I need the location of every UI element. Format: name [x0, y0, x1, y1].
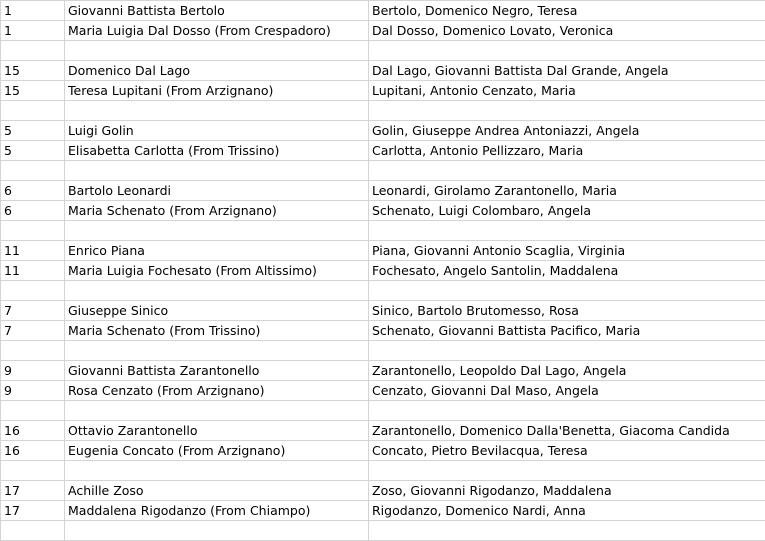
table-row — [1, 181, 765, 201]
name-cell[interactable]: Enrico Piana — [65, 241, 369, 261]
name-cell[interactable]: Rosa Cenzato (From Arzignano) — [65, 381, 369, 401]
parents-cell[interactable] — [369, 41, 765, 61]
name-cell[interactable]: Achille Zoso — [65, 481, 369, 501]
table-row — [1, 201, 765, 221]
num-cell[interactable]: 5 — [1, 121, 65, 141]
num-cell[interactable]: 9 — [1, 361, 65, 381]
name-cell[interactable]: Ottavio Zarantonello — [65, 421, 369, 441]
name-cell[interactable]: Maria Luigia Fochesato (From Altissimo) — [65, 261, 369, 281]
parents-cell[interactable] — [369, 281, 765, 301]
parents-cell[interactable]: Dal Dosso, Domenico Lovato, Veronica — [369, 21, 765, 41]
num-cell[interactable] — [1, 101, 65, 121]
num-cell[interactable]: 1 — [1, 1, 65, 21]
table-row — [1, 321, 765, 341]
name-cell[interactable]: Domenico Dal Lago — [65, 61, 369, 81]
parents-cell[interactable]: Piana, Giovanni Antonio Scaglia, Virginia — [369, 241, 765, 261]
name-cell[interactable] — [65, 281, 369, 301]
table-row — [1, 401, 765, 421]
table-row — [1, 241, 765, 261]
table-row — [1, 481, 765, 501]
name-cell[interactable]: Giovanni Battista Zarantonello — [65, 361, 369, 381]
table-row — [1, 441, 765, 461]
parents-cell[interactable]: Leonardi, Girolamo Zarantonello, Maria — [369, 181, 765, 201]
name-cell[interactable] — [65, 341, 369, 361]
parents-cell[interactable]: Schenato, Luigi Colombaro, Angela — [369, 201, 765, 221]
table-row — [1, 521, 765, 541]
table-row — [1, 81, 765, 101]
name-cell[interactable]: Luigi Golin — [65, 121, 369, 141]
name-cell[interactable] — [65, 401, 369, 421]
table-row — [1, 421, 765, 441]
name-cell[interactable] — [65, 101, 369, 121]
parents-cell[interactable]: Sinico, Bartolo Brutomesso, Rosa — [369, 301, 765, 321]
table-row — [1, 221, 765, 241]
num-cell[interactable]: 6 — [1, 201, 65, 221]
name-cell[interactable] — [65, 521, 369, 541]
num-cell[interactable]: 15 — [1, 61, 65, 81]
table-row — [1, 341, 765, 361]
table-row — [1, 461, 765, 481]
num-cell[interactable] — [1, 521, 65, 541]
table-row — [1, 41, 765, 61]
num-cell[interactable]: 16 — [1, 441, 65, 461]
table-row — [1, 121, 765, 141]
table-row — [1, 281, 765, 301]
num-cell[interactable] — [1, 341, 65, 361]
num-cell[interactable]: 16 — [1, 421, 65, 441]
parents-cell[interactable]: Dal Lago, Giovanni Battista Dal Grande, Angela — [369, 61, 765, 81]
parents-cell[interactable] — [369, 401, 765, 421]
num-cell[interactable]: 5 — [1, 141, 65, 161]
num-cell[interactable]: 9 — [1, 381, 65, 401]
parents-cell[interactable] — [369, 101, 765, 121]
num-cell[interactable]: 17 — [1, 481, 65, 501]
parents-cell[interactable]: Fochesato, Angelo Santolin, Maddalena — [369, 261, 765, 281]
num-cell[interactable]: 15 — [1, 81, 65, 101]
table-row — [1, 261, 765, 281]
num-cell[interactable] — [1, 401, 65, 421]
num-cell[interactable]: 7 — [1, 301, 65, 321]
num-cell[interactable]: 7 — [1, 321, 65, 341]
table-row — [1, 141, 765, 161]
parents-cell[interactable] — [369, 461, 765, 481]
parents-cell[interactable]: Concato, Pietro Bevilacqua, Teresa — [369, 441, 765, 461]
name-cell[interactable]: Bartolo Leonardi — [65, 181, 369, 201]
table-row — [1, 21, 765, 41]
parents-cell[interactable]: Rigodanzo, Domenico Nardi, Anna — [369, 501, 765, 521]
name-cell[interactable] — [65, 221, 369, 241]
table-row — [1, 361, 765, 381]
num-cell[interactable] — [1, 221, 65, 241]
parents-cell[interactable] — [369, 341, 765, 361]
num-cell[interactable]: 11 — [1, 261, 65, 281]
num-cell[interactable]: 1 — [1, 21, 65, 41]
table-row — [1, 1, 765, 21]
name-cell[interactable]: Maddalena Rigodanzo (From Chiampo) — [65, 501, 369, 521]
parents-cell[interactable]: Cenzato, Giovanni Dal Maso, Angela — [369, 381, 765, 401]
num-cell[interactable] — [1, 281, 65, 301]
parents-cell[interactable]: Zarantonello, Domenico Dalla'Benetta, Giacoma Candida — [369, 421, 765, 441]
name-cell[interactable]: Giovanni Battista Bertolo — [65, 1, 369, 21]
table-row — [1, 61, 765, 81]
table-row — [1, 301, 765, 321]
parents-cell[interactable]: Carlotta, Antonio Pellizzaro, Maria — [369, 141, 765, 161]
parents-cell[interactable]: Golin, Giuseppe Andrea Antoniazzi, Angela — [369, 121, 765, 141]
parents-cell[interactable]: Zarantonello, Leopoldo Dal Lago, Angela — [369, 361, 765, 381]
name-cell[interactable]: Maria Schenato (From Arzignano) — [65, 201, 369, 221]
table-row — [1, 381, 765, 401]
parents-cell[interactable] — [369, 161, 765, 181]
parents-cell[interactable]: Lupitani, Antonio Cenzato, Maria — [369, 81, 765, 101]
parents-cell[interactable]: Bertolo, Domenico Negro, Teresa — [369, 1, 765, 21]
num-cell[interactable] — [1, 461, 65, 481]
name-cell[interactable]: Maria Luigia Dal Dosso (From Crespadoro) — [65, 21, 369, 41]
spreadsheet-body — [1, 1, 765, 541]
num-cell[interactable]: 17 — [1, 501, 65, 521]
name-cell[interactable]: Teresa Lupitani (From Arzignano) — [65, 81, 369, 101]
name-cell[interactable] — [65, 161, 369, 181]
name-cell[interactable]: Maria Schenato (From Trissino) — [65, 321, 369, 341]
num-cell[interactable]: 6 — [1, 181, 65, 201]
parents-cell[interactable] — [369, 521, 765, 541]
parents-cell[interactable]: Schenato, Giovanni Battista Pacifico, Maria — [369, 321, 765, 341]
parents-cell[interactable] — [369, 221, 765, 241]
name-cell[interactable] — [65, 41, 369, 61]
name-cell[interactable] — [65, 461, 369, 481]
num-cell[interactable]: 11 — [1, 241, 65, 261]
num-cell[interactable] — [1, 161, 65, 181]
name-cell[interactable]: Giuseppe Sinico — [65, 301, 369, 321]
table-row — [1, 501, 765, 521]
name-cell[interactable]: Eugenia Concato (From Arzignano) — [65, 441, 369, 461]
num-cell[interactable] — [1, 41, 65, 61]
table-row — [1, 161, 765, 181]
parents-cell[interactable]: Zoso, Giovanni Rigodanzo, Maddalena — [369, 481, 765, 501]
name-cell[interactable]: Elisabetta Carlotta (From Trissino) — [65, 141, 369, 161]
table-row — [1, 101, 765, 121]
